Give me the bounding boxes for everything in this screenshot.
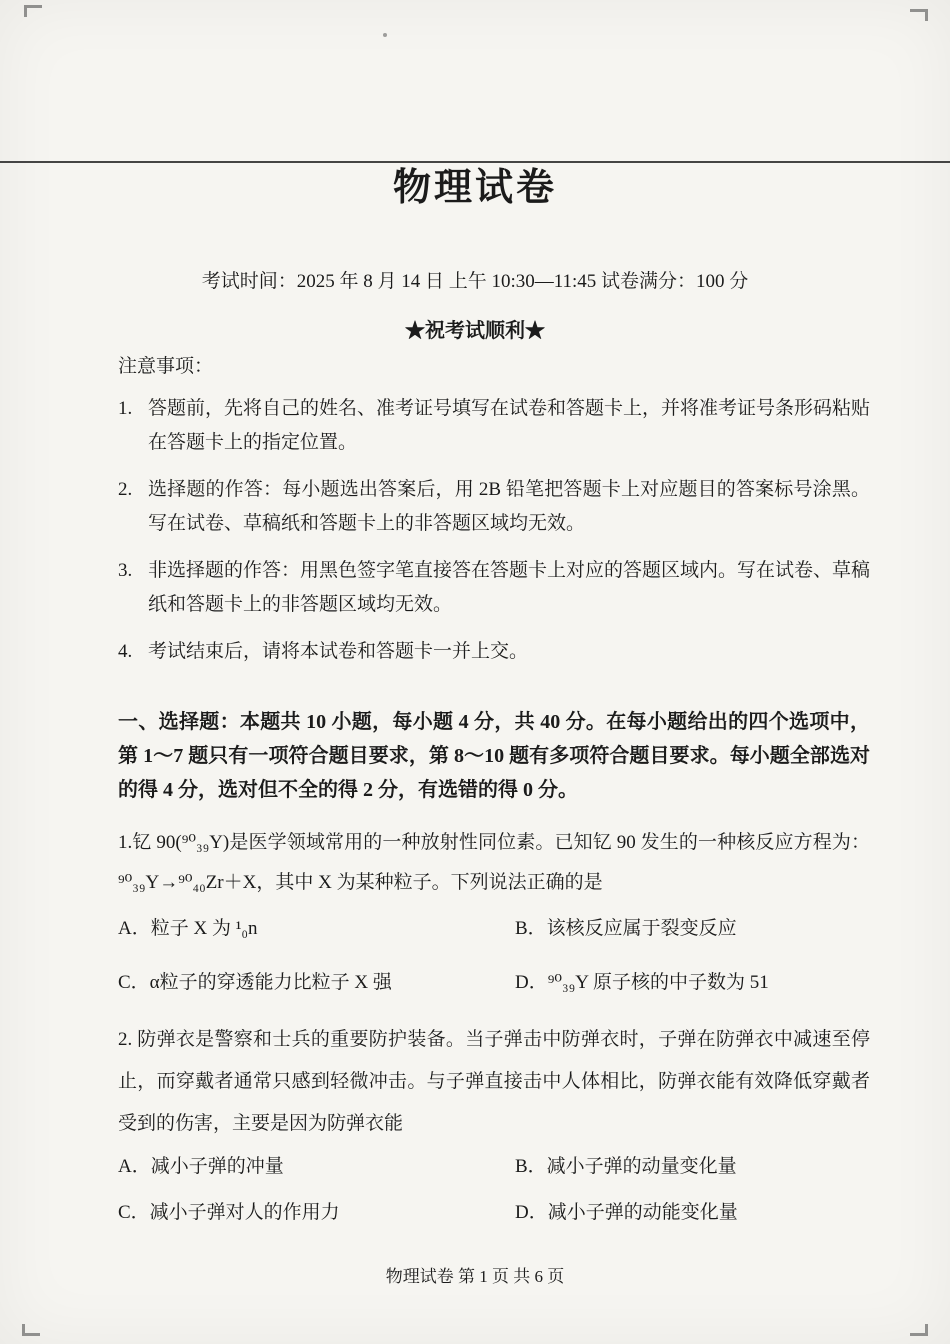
notice-text: 考试结束后，请将本试卷和答题卡一并上交。 xyxy=(148,641,529,662)
page-title: 物理试卷 xyxy=(392,167,557,209)
notice-number: 4. xyxy=(118,641,133,662)
notice-number: 2. xyxy=(118,479,133,500)
notice-item-4 xyxy=(118,635,870,669)
question-2-option-a: A．减小子弹的冲量 xyxy=(118,1156,284,1177)
question-2-option-c: C．减小子弹对人的作用力 xyxy=(118,1202,340,1223)
scan-artifact xyxy=(24,5,42,17)
notice-number: 3. xyxy=(118,560,133,581)
question-1-option-a: A．粒子 X 为 ¹₀n xyxy=(118,918,258,939)
exam-wish-line: ★祝考试顺利★ xyxy=(405,320,545,342)
question-2-stem: 2. 防弹衣是警察和士兵的重要防护装备。当子弹击中防弹衣时，子弹在防弹衣中减速至停止，而穿戴者通常只感到轻微冲击。与子弹直接击中人体相比，防弹衣能有效降低穿戴者受到的伤害，主要是因为防弹衣能 xyxy=(118,1029,870,1134)
question-2-options xyxy=(118,1153,870,1227)
question-2-option-d: D．减小子弹的动能变化量 xyxy=(515,1202,738,1223)
question-1 xyxy=(118,823,870,997)
scan-artifact xyxy=(910,1324,928,1336)
scan-artifact xyxy=(22,1324,40,1336)
exam-body xyxy=(118,352,870,1227)
notice-item-2 xyxy=(118,473,870,541)
question-1-options xyxy=(118,915,870,997)
notice-number: 1. xyxy=(118,398,133,419)
page-footer: 物理试卷 第 1 页 共 6 页 xyxy=(385,1267,565,1286)
question-1-stem: 1.钇 90(⁹⁰₃₉Y)是医学领域常用的一种放射性同位素。已知钇 90 发生的一种核反应方程为：⁹⁰₃₉Y→⁹⁰₄₀Zr＋X，其中 X 为某种粒子。下列说法正确的是 xyxy=(118,832,870,893)
question-2-option-b: B．减小子弹的动量变化量 xyxy=(515,1156,737,1177)
question-1-option-c: C．α粒子的穿透能力比粒子 X 强 xyxy=(118,972,392,993)
notice-title: 注意事项： xyxy=(118,356,214,377)
notice-text: 答题前，先将自己的姓名、准考证号填写在试卷和答题卡上，并将准考证号条形码粘贴在答题卡上的指定位置。 xyxy=(148,398,871,453)
question-1-option-b: B．该核反应属于裂变反应 xyxy=(515,918,737,939)
question-1-option-d: D．⁹⁰₃₉Y 原子核的中子数为 51 xyxy=(515,972,769,993)
notice-text: 选择题的作答：每小题选出答案后，用 2B 铅笔把答题卡上对应题目的答案标号涂黑。写在试卷、草稿纸和答题卡上的非答题区域均无效。 xyxy=(148,479,870,534)
question-2 xyxy=(118,1019,870,1227)
scan-artifact xyxy=(383,33,387,37)
exam-meta-line: 考试时间：2025 年 8 月 14 日 上午 10:30—11:45 试卷满分：100 分 xyxy=(201,271,749,292)
scan-artifact xyxy=(910,9,928,21)
notice-item-1 xyxy=(118,392,870,460)
section-1-heading: 一、选择题：本题共 10 小题，每小题 4 分，共 40 分。在每小题给出的四个选项中，第 1～7 题只有一项符合题目要求，第 8～10 题有多项符合题目要求。每小题全部选对的得 4 分，选对但不全的得 2 分，有选错的得 0 分。 xyxy=(118,711,870,801)
notice-item-3 xyxy=(118,554,870,622)
notice-text: 非选择题的作答：用黑色签字笔直接答在答题卡上对应的答题区域内。写在试卷、草稿纸和答题卡上的非答题区域均无效。 xyxy=(148,560,871,615)
